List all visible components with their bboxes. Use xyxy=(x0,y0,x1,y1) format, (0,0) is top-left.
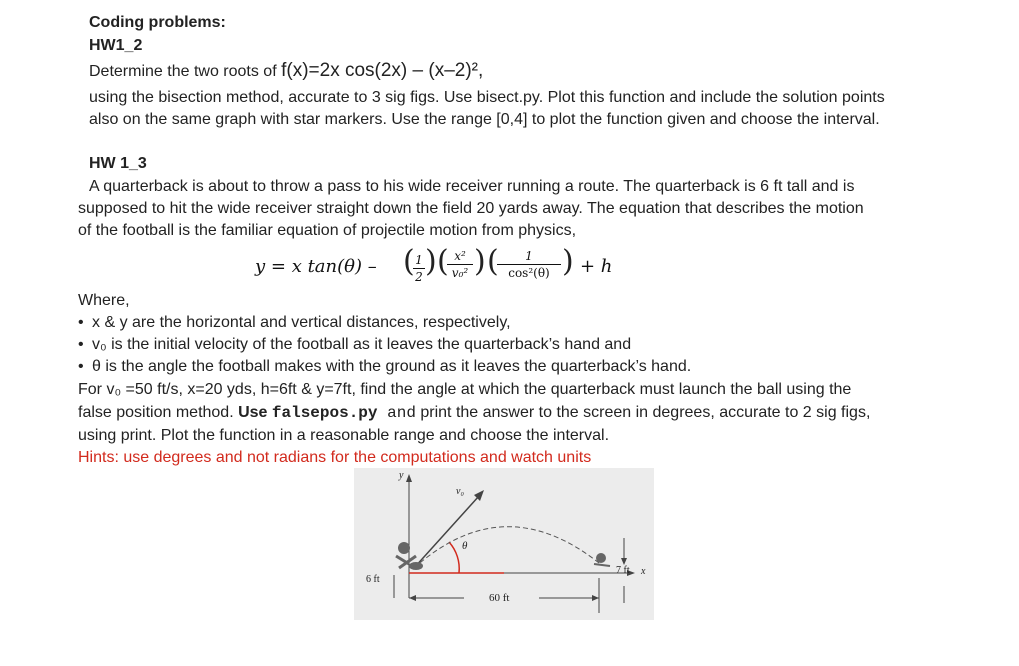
cos-fraction xyxy=(497,249,561,280)
paren: ( xyxy=(487,244,499,279)
distance-label: 60 ft xyxy=(489,592,510,604)
fraction-bar xyxy=(447,264,473,265)
x2-numerator: x² xyxy=(454,249,466,263)
paren: ) xyxy=(474,244,486,279)
bullet-text: x & y are the horizontal and vertical distances, respectively, xyxy=(92,314,511,331)
bullet-item xyxy=(78,356,691,377)
bullet-dot: • xyxy=(78,314,84,331)
target-height-label: 7 ft xyxy=(616,565,630,576)
equation-tail: + h xyxy=(580,256,613,277)
bullet-text: θ is the angle the football makes with the ground as it leaves the quarterback’s hand. xyxy=(92,358,692,375)
hint-text: Hints: use degrees and not radians for the computations and watch units xyxy=(78,449,592,466)
fraction-bar xyxy=(413,268,425,269)
fraction-bar xyxy=(497,264,561,265)
page-heading: Coding problems: xyxy=(89,14,226,31)
paren: ) xyxy=(425,244,437,279)
hw1-2-line2: using the bisection method, accurate to 3 sig figs. Use bisect.py. Plot this function and include the solution points xyxy=(89,89,885,106)
method-use: Use xyxy=(238,404,272,421)
cos-numerator: 1 xyxy=(525,249,533,263)
hw1-3-para-line-1: A quarterback is about to throw a pass to his wide receiver running a route. The quarterback is 6 ft tall and is xyxy=(89,178,855,195)
hw1-2-line1-prefix: Determine the two roots of xyxy=(89,63,282,80)
paren: ( xyxy=(437,244,449,279)
where-label: Where, xyxy=(78,292,130,309)
theta-label: θ xyxy=(462,540,468,552)
method-and: and xyxy=(377,404,416,422)
bullet-item xyxy=(78,312,511,333)
paren: ) xyxy=(562,244,574,279)
theta-arc xyxy=(449,542,459,573)
x2-fraction xyxy=(447,249,473,280)
hw1-2-line3: also on the same graph with star markers. Use the range [0,4] to plot the function given and choose the interval. xyxy=(89,111,880,128)
bullet-dot: • xyxy=(78,336,84,353)
method-prefix: false position method. xyxy=(78,404,239,421)
bullet-dot: • xyxy=(78,358,84,375)
velocity-vector xyxy=(414,496,479,568)
method-rest: print the answer to the screen in degrees, accurate to 2 sig figs, xyxy=(415,404,871,421)
hw1-3-title: HW 1_3 xyxy=(89,155,147,172)
paren: ( xyxy=(403,244,415,279)
hw1-3-para-line-2: supposed to hit the wide receiver straight down the field 20 yards away. The equation that describes the motion xyxy=(78,200,864,217)
half-fraction xyxy=(413,253,425,284)
half-numerator: 1 xyxy=(415,253,423,267)
equation-lhs: y = x tan(θ) – xyxy=(255,256,377,277)
method-line xyxy=(78,402,870,424)
football xyxy=(409,562,423,570)
receiver-figure xyxy=(594,553,610,566)
bullet-text: v₀ is the initial velocity of the football as it leaves the quarterback’s hand and xyxy=(92,336,632,353)
method-file: falsepos.py xyxy=(271,404,378,422)
y-axis-arrow xyxy=(406,474,412,482)
cos-denominator: cos²(θ) xyxy=(508,266,550,280)
x-axis-label: x xyxy=(641,566,646,577)
projectile-figure xyxy=(354,468,654,620)
hw1-2-line1 xyxy=(89,60,483,82)
x2-denominator: v₀² xyxy=(451,266,469,280)
hw1-3-para-line-3: of the football is the familiar equation of projectile motion from physics, xyxy=(78,222,577,239)
plot-instruction: using print. Plot the function in a reasonable range and choose the interval. xyxy=(78,427,610,444)
trajectory xyxy=(414,527,599,568)
given-values-line: For v₀ =50 ft/s, x=20 yds, h=6ft & y=7ft, find the angle at which the quarterback must launch the ball using the xyxy=(78,381,852,398)
v0-label: v₀ xyxy=(456,486,464,497)
bullet-item xyxy=(78,334,631,355)
height-label: 6 ft xyxy=(366,574,380,585)
y-axis-label: y xyxy=(399,470,404,481)
hw1-2-function: f(x)=2x cos(2x) – (x–2)², xyxy=(281,60,484,81)
hw1-2-title: HW1_2 xyxy=(89,37,143,54)
projectile-equation xyxy=(255,245,645,289)
half-denominator: 2 xyxy=(415,270,423,284)
